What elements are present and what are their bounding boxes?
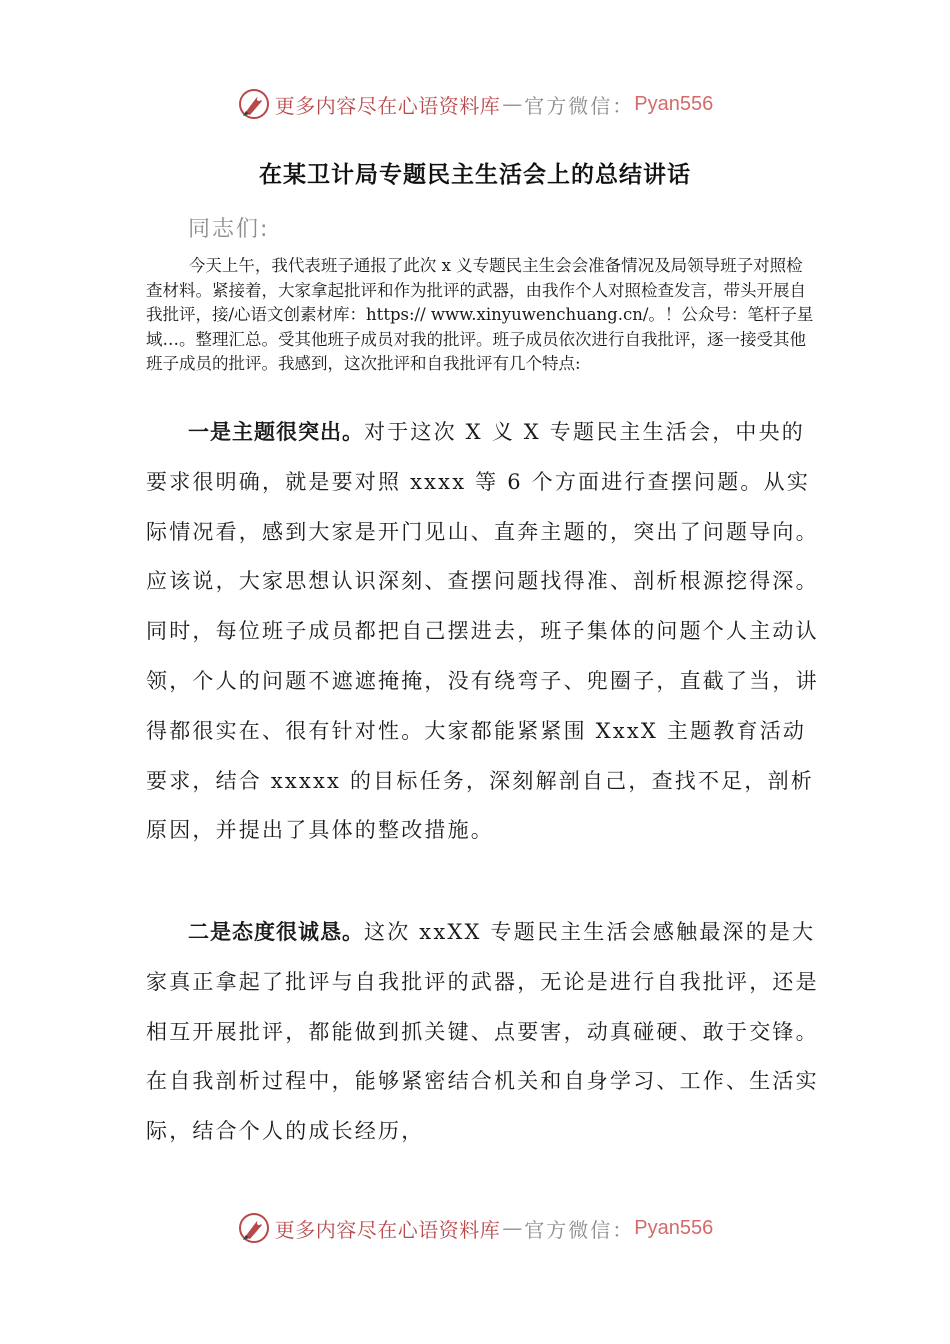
intro-text: 今天上午，我代表班子通报了此次 x 义专题民主生会会准备情况及局领导班子对照检查材料。紧接着，大家拿起批评和作为批评的武器，由我作个人对照检查发言，带头开展自我批评，接/心语文创素材库：https:// www.xinyuwenchuang.cn/。！公众号：笔杆子星域…。整理汇总。受其他班子成员对我的批评。班子成员依次进行自我批评，逐一接受其他班子成员的批评。我感到，这次批评和自我批评有几个特点: [146,256,814,374]
banner-wechat-label: 官方微信： [524,93,635,118]
paragraph-1-lead: 一是主题很突出。 [188,420,364,444]
banner-text: 更多内容尽在心语资料库 [274,93,501,118]
banner-wechat-id: Pyan556 [634,92,714,115]
paragraph-1-body: 对于这次 X 义 X 专题民主生活会，中央的要求很明确，就是要对照 xxxx 等 6 个方面进行查摆问题。从实际情况看，感到大家是开门见山、直奔主题的，突出了问题导向。应该说，大家思想认识深刻、查摆问题找得准、剖析根源挖得深。同时，每位班子成员都把自己摆进去，班子集体的问题个人主动认领，个人的问题不遮遮掩掩，没有绕弯子、兜圈子，直截了当，讲得都很实在、很有针对性。大家都能紧紧围 XxxX 主题教育活动要求，结合 xxxxx 的目标任务，深刻解剖自己，查找不足，剖析原因，并提出了具体的整改措施。 [146,420,819,843]
footer-banner [0,1206,950,1250]
banner-wechat-label: 官方微信： [524,1217,635,1242]
paragraph-1 [146,408,821,856]
pen-nib-logo-icon [237,1211,271,1245]
banner-text: 更多内容尽在心语资料库 [274,1217,501,1242]
paragraph-2-body: 这次 xxXX 专题民主生活会感触最深的是大家真正拿起了批评与自我批评的武器，无论是进行自我批评，还是相互开展批评，都能做到抓关键、点要害，动真碰硬、敢于交锋。在自我剖析过程中，能够紧密结合机关和自身学习、工作、生活实际，结合个人的成长经历， [146,920,819,1144]
banner-separator: — [502,1216,523,1240]
banner-separator: — [502,92,523,116]
document-title: 在某卫计局专题民主生活会上的总结讲话 [259,162,691,188]
banner-wechat-id: Pyan556 [634,1216,714,1239]
paragraph-2 [146,908,821,1157]
intro-paragraph [146,254,816,377]
salutation: 同志们: [188,217,270,242]
header-banner [0,82,950,126]
pen-nib-logo-icon [237,87,271,121]
paragraph-2-lead: 二是态度很诚恳。 [188,920,364,944]
